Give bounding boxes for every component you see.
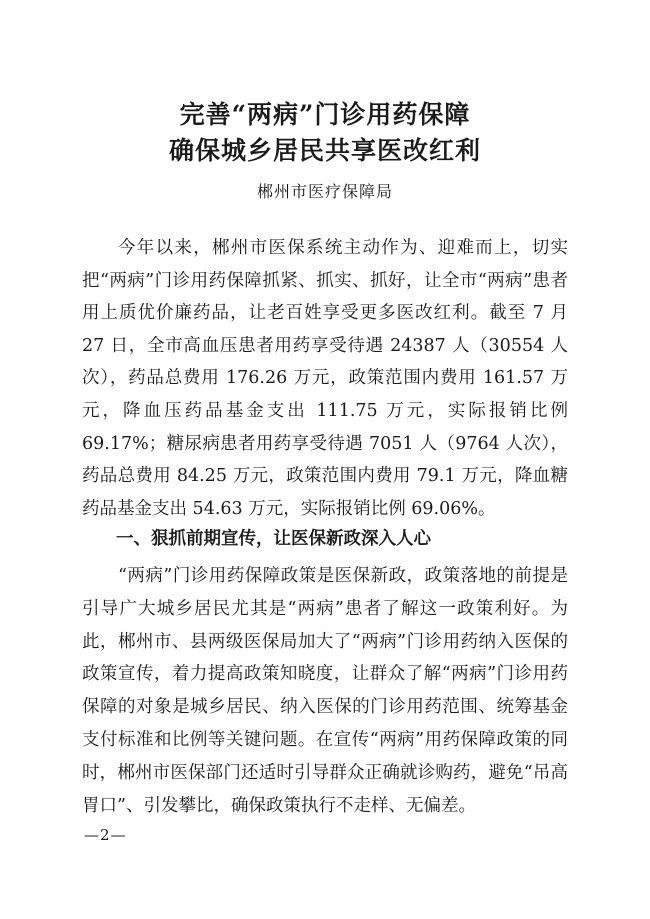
- page-number: —2—: [84, 826, 127, 844]
- document-title-line-1: 完善“两病”门诊用药保障: [179, 100, 471, 129]
- document-title-line-2: 确保城乡居民共享医改红利: [168, 136, 481, 165]
- body-paragraph-2: [82, 560, 568, 822]
- paragraph-1-text: 今年以来，郴州市医保系统主动作为、迎难而上，切实把“两病”门诊用药保障抓紧、抓实、抓好，让全市“两病”患者用上质优价廉药品，让老百姓享受更多医改红利。截至 7 月 27 日，全市高血压患者用药享受待遇 24387 人（30554 人次），药品总费用 176.26 万元，政策范围内费用 161.57 万元，降血压药品基金支出 111.75 万元，实际报销比例 69.17%；糖尿病患者用药享受待遇 7051 人（9764 人次），药品总费用 84.25 万元，政策范围内费用 79.1 万元，降血糖药品基金支出 54.63 万元，实际报销比例 69.06%。: [82, 238, 568, 519]
- paragraph-2-text: “两病”门诊用药保障政策是医保新政，政策落地的前提是引导广大城乡居民尤其是“两病”患者了解这一政策利好。为此，郴州市、县两级医保局加大了“两病”门诊用药纳入医保的政策宣传，着力提高政策知晓度，让群众了解“两病”门诊用药保障的对象是城乡居民、纳入医保的门诊用药范围、统筹基金支付标准和比例等关键问题。在宣传“两病”用药保障政策的同时，郴州市医保部门还适时引导群众正确就诊购药，避免“吊高胃口”、引发攀比，确保政策执行不走样、无偏差。: [82, 566, 568, 816]
- issuing-organization: 郴州市医疗保障局: [256, 182, 393, 201]
- body-paragraph-1: [82, 232, 568, 525]
- section-1-heading: 一、狠抓前期宣传，让医保新政深入人心: [116, 529, 431, 549]
